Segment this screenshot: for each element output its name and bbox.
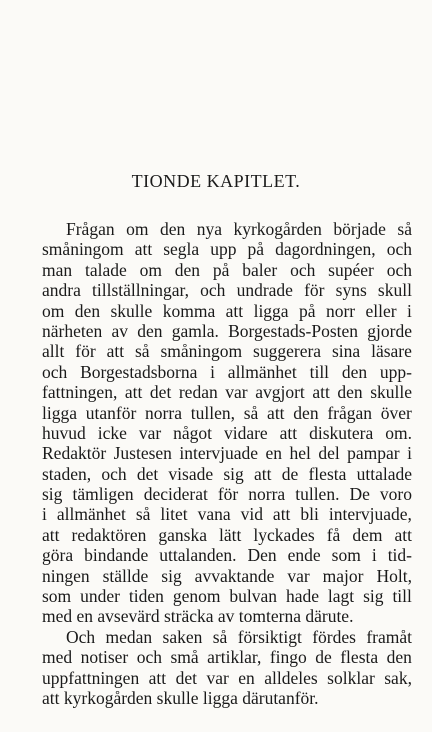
text-line: allt för att så småningom suggerera sina läsare bbox=[42, 341, 412, 362]
text-line: göra bindande uttalanden. Den ende som i tid- bbox=[42, 545, 412, 566]
text-line: staden, och det visade sig att de flesta uttalade bbox=[42, 463, 412, 484]
text-line: Redaktör Justesen intervjuade en hel del pampar i bbox=[42, 443, 412, 464]
text-line: andra tillställningar, och undrade för syns skull bbox=[42, 280, 412, 301]
text-line: och Borgestadsborna i allmänhet till den upp- bbox=[42, 361, 412, 382]
text-line: att kyrkogården skulle ligga därutanför. bbox=[42, 687, 319, 708]
text-line: man talade om den på baler och supéer och bbox=[42, 259, 412, 280]
text-line: fattningen, att det redan var avgjort att den skulle bbox=[42, 382, 412, 403]
text-line: huvud icke var något vidare att diskutera om. bbox=[42, 422, 412, 443]
text-line: som under tiden genom bulvan hade lagt sig till bbox=[42, 586, 412, 607]
text-line: med en avsevärd sträcka av tomterna därute. bbox=[42, 606, 354, 627]
text-line: ningen ställde sig avvaktande var major Holt, bbox=[42, 565, 412, 586]
text-line: närheten av den gamla. Borgestads-Posten gjorde bbox=[42, 320, 412, 341]
text-line: uppfattningen att det var en alldeles solklar sak, bbox=[42, 667, 412, 688]
text-line: att redaktören ganska lätt lyckades få dem att bbox=[42, 524, 412, 545]
text-line: Och medan saken så försiktigt fördes framåt bbox=[66, 626, 412, 647]
text-line: sig tämligen deciderat för norra tullen. De voro bbox=[42, 484, 412, 505]
text-line: i allmänhet så litet vana vid att bli intervjuade, bbox=[42, 504, 412, 525]
text-line: med notiser och små artiklar, fingo de flesta den bbox=[42, 647, 412, 668]
chapter-title: TIONDE KAPITLET. bbox=[131, 171, 301, 191]
text-line: Frågan om den nya kyrkogården började så bbox=[66, 219, 412, 239]
text-line: småningom att segla upp på dagordningen, och bbox=[42, 239, 412, 260]
body-text bbox=[42, 219, 412, 708]
text-line: om den skulle komma att ligga på norr eller i bbox=[42, 300, 412, 321]
text-line: ligga utanför norra tullen, så att den frågan över bbox=[42, 402, 412, 423]
